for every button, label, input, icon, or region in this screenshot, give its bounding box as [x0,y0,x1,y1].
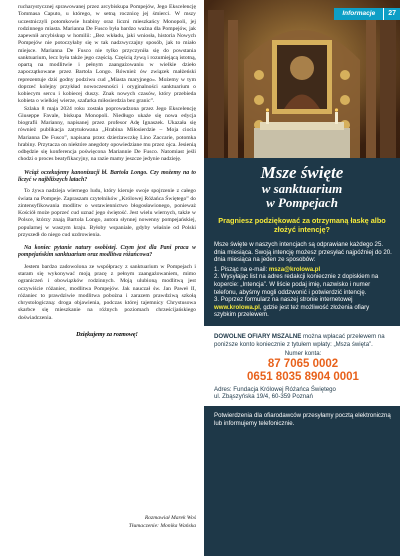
article-credits [129,515,196,530]
donation-description: można wpłacać przelewem na poniższe konto koniecznie z tytułem wpłaty: „Msza święta”. [214,332,385,348]
interview-answer: Jestem bardzo zadowolona ze współpracy z sanktuarium w Pompejach i staram się wykonywać moją pracę z pełnym zaangażowaniem, mimo ograniczeń i obowiązków rodzinnych. Moją ulubioną modlitwą jest oczywiście różaniec, modlitwa Pompejów. Jak nauczał św. Jan Paweł II, różaniec to prawdziwie modlitwa pobożna i zarazem prawdziwą szkołą chrystologiczną: droga objawienia, podczas której tajemnicy Chrystusowa skarbce się mieszkanie na różnych poziomach chrześcijańskiego doświadczenia. [18,263,196,321]
step-suffix: , gdzie jest też możliwość złożenia ofiary szybkim przelewem. [214,303,370,319]
foundation-address [214,386,392,401]
submission-steps [214,266,392,319]
step-form [214,296,392,319]
step-label: 3. Poprzez formularz na naszej stronie internetowej [214,296,353,304]
donation-heading: DOWOLNE OFIARY MSZALNE [214,332,302,340]
confirmation-note: Potwierdzenia dla ofiarodawców przesyłamy pocztą elektroniczną lub informujemy telefonicznie. [214,411,391,427]
website-link[interactable]: www.krolowa.pl [214,303,260,311]
account-label: Numer konta: [284,350,322,358]
interview-answer: To żywa nadzieja wiernego ludu, który kieruje swoje spojrzenie z całego świata na Pompeje. Zapraszam czytelników „Królowej Różańca Świętego” do zintensyfikowania modlitw o wstawiennictwo błogosławionego, ponieważ Kościół może poprzeć cud uznać jego świętość. Jest wielu wiernych, także w Polsce, którzy znają Bartola Longo, autora słynnej nowenny pompejańskiej, popularnej w waszym kraju. Byłoby wspaniale, gdyby właśnie od Polski przyszedł do niego cud uzdrowienia. [18,188,196,238]
section-label: Informacje [334,8,383,20]
panel-title [204,164,400,210]
title-line: Msze święte [260,163,344,182]
altar-illustration [204,0,400,158]
step-label: 1. Pisząc na e-mail: [214,265,269,273]
step-email [214,266,392,274]
mass-intentions-panel [204,158,400,556]
closing-thanks: Dziękujemy za rozmowę! [76,331,138,338]
section-header [334,8,400,20]
mass-intentions-column [204,0,400,556]
article-paragraph: rucharystycznej sprawowanej przez arcybiskupa Pompejów, Jego Ekscelencję Tommasa Caputo, u którego, w setną rocznicę jej śmierci. W mszy uczestniczyli potomkowie hrabiny oraz liczni mieszkańcy Monopoli, jej rodzinnego miasta. Marianna De Fusco była bardzo ważna dla Pompejów, jak zapewnił arcybiskup w homilii: „Bez wkładu, jaki wniosła, historia Nowych Pompejów nie potoczyłaby się w tak nadzwyczajny sposób, jak to miało miejsce. Marianna De Fusco nie tylko przyczyniła się do powstania sanktuarium, lecz była także jego częścią. Częścią żywą i rozumiejącą istotną, opartą na modlitwie i pełnym zaangażowaniu w wielkie dzieło zapoczątkowane przez Bartola Longo. Również ów związek małżeński reprezentuje dziś godny podziwu cud „Miasta maryjnego». Możemy w tym doprzeć kolejny przykład nowoczesności i oryginalności sanktuarium o kobiecym sercu i kobiecej duszy. Znak nowych czasów, który przebieda kobieta o wielkiej wierze, szafarka miłosierdzia bez granic”. [18,4,196,105]
step-letter: 2. Wysyłając list na adres redakcji koniecznie z dopiskiem na kopercie: „Intencja”. W liście podaj imię, nazwisko i numer telefonu, abyśmy mogli oddzwonić i potwierdzić intencję. [214,273,379,296]
account-number-line: 0651 8035 8904 0001 [247,370,359,383]
donation-text [214,333,392,348]
donation-box [204,326,400,406]
panel-subtitle: Pragniesz podziękować za otrzymaną łaskę albo złożyć intencję? [218,216,386,234]
title-line: w Pompejach [266,195,338,210]
address-line: Adres: Fundacja Królowej Różańca Świętego [214,385,336,393]
translator-credit: Tłumaczenie: Monika Wańska [128,522,196,529]
panel-body [204,241,400,319]
shrine-interior-photo [204,0,400,158]
interview-question: Wciąż oczekujemy kanonizacji bł. Bartola Longo. Czy możemy na to liczyć w najbliższych latach? [18,169,196,183]
title-line: w sanktuarium [261,181,343,196]
intro-text: Msze święte w naszych intencjach są odprawiane każdego 25. dnia miesiąca. Swoją intencję możesz przesyłać najpóźniej do 20. dnia miesiąca na jeden ze sposobów: [214,241,392,264]
page-number: 27 [383,8,400,20]
article-paragraph: Szlaka 8 maja 2024 roku została poprowadzona przez Jego Ekscelencję Giuseppe Favale, biskupa Monopoli. Niedługo ukaże się nowa edycja biografii Marianny, napisanej przez profesor Adę Ignaszek. Ukazała się również publikacja zatytułowana „Hrabina Miłosierdzie – Moja ciocia Marianna De Fusco”, napisana przez dzierżawczkę Lino Zaccarie, potomka hrabiny. Przytacza on niektóre anegdoty opowiedziane mu przez ojca. Jesienią odbędzie się konferencja poświęcona Mariannie De Fusco. Natomiast jeśli chodzi o proces beatyfikacyjny, na razie mamy jeszcze jedynie nadzieję. [18,105,196,163]
address-line: ul. Zbąszyńska 19/4, 60-359 Poznań [214,393,313,401]
account-number-line: 87 7065 0002 [267,357,339,370]
interviewer-credit: Rozmawiał Marek Woś [144,515,196,522]
interview-question: Na koniec pytanie natury osobistej. Czym jest dla Pani praca w pompejańskim sanktuarium oraz modlitwa różańcowa? [18,245,196,259]
email-link[interactable]: msza@krolowa.pl [268,265,321,273]
article-column [18,4,196,552]
